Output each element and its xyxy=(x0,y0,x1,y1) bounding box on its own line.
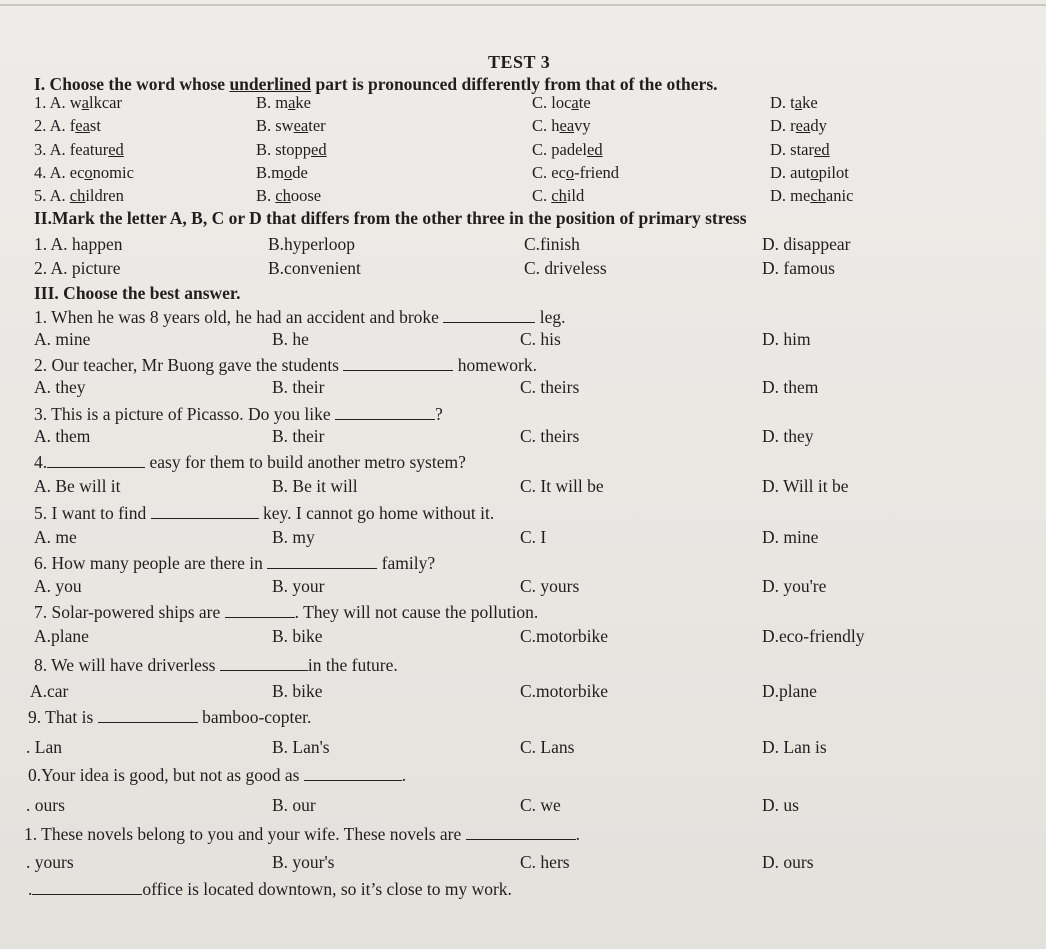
question xyxy=(34,553,435,574)
question xyxy=(34,602,538,623)
section1-heading-underlined: underlined xyxy=(229,74,312,94)
stress-option: 2. A. picture xyxy=(34,258,121,278)
answer-blank[interactable] xyxy=(304,765,402,781)
option-text-pre: C. ec xyxy=(532,163,566,182)
answer-option[interactable]: C. his xyxy=(520,329,561,349)
answer-option[interactable]: D. they xyxy=(762,426,814,446)
stress-option: D. disappear xyxy=(762,234,851,254)
question-text-post: homework. xyxy=(453,355,537,375)
option-text-post: oose xyxy=(290,186,322,205)
option-text-post: pilot xyxy=(818,163,849,182)
question-text-post: key. I cannot go home without it. xyxy=(258,503,495,523)
option-underlined-part: ed xyxy=(108,140,124,159)
answer-option[interactable]: A. they xyxy=(34,377,86,397)
option-text-pre: D. star xyxy=(770,140,814,159)
option-underlined-part: ea xyxy=(795,116,811,135)
option-text-pre: 2. A. f xyxy=(34,116,76,135)
option-text-post: ter xyxy=(308,116,326,135)
question-text-pre: 9. That is xyxy=(28,707,98,727)
option-underlined-part: ed xyxy=(587,140,603,159)
pron-option xyxy=(770,140,830,160)
answer-option[interactable]: B. our xyxy=(272,795,316,815)
option-underlined-part: a xyxy=(81,93,89,112)
question-text-post: leg. xyxy=(535,307,566,327)
option-text-post: te xyxy=(578,93,591,112)
option-text-post: st xyxy=(89,116,101,135)
question xyxy=(34,355,537,376)
option-text-post: vy xyxy=(574,116,591,135)
pron-option xyxy=(256,140,327,160)
answer-option[interactable]: D. you're xyxy=(762,576,827,596)
answer-option[interactable]: D. him xyxy=(762,329,811,349)
pron-option xyxy=(256,116,326,136)
option-text-post: ke xyxy=(802,93,818,112)
answer-option[interactable]: C. It will be xyxy=(520,476,604,496)
pron-option xyxy=(34,163,134,183)
answer-option[interactable]: D. them xyxy=(762,377,819,397)
answer-option[interactable]: D. mine xyxy=(762,527,819,547)
option-underlined-part: a xyxy=(288,93,296,112)
option-underlined-part: ch xyxy=(275,186,291,205)
question-text-post: bamboo-copter. xyxy=(197,707,312,727)
question-text-post: easy for them to build another metro system? xyxy=(145,452,466,472)
question xyxy=(34,655,398,676)
answer-option[interactable]: C. we xyxy=(520,795,561,815)
option-underlined-part: ea xyxy=(293,116,309,135)
option-underlined-part: a xyxy=(794,93,803,112)
question-text-pre: 4. xyxy=(34,452,48,472)
stress-option: C. driveless xyxy=(524,258,607,278)
option-text-pre: C. h xyxy=(532,116,560,135)
pron-option xyxy=(256,93,311,113)
option-text-pre: D. aut xyxy=(770,163,811,182)
question-text-pre: 3. This is a picture of Picasso. Do you like xyxy=(34,404,336,424)
pron-option xyxy=(770,116,827,136)
answer-option[interactable]: C. theirs xyxy=(520,426,580,446)
answer-blank[interactable] xyxy=(343,355,453,371)
answer-option[interactable]: A. me xyxy=(34,527,77,547)
question-text-pre: 6. How many people are there in xyxy=(34,553,268,573)
question xyxy=(24,824,580,845)
answer-option[interactable]: D.eco-friendly xyxy=(762,626,865,646)
option-underlined-part: a xyxy=(571,93,579,112)
question xyxy=(28,765,406,786)
option-text-pre: C. loc xyxy=(532,93,572,112)
stress-option: C.finish xyxy=(524,234,580,254)
answer-option[interactable]: B. your xyxy=(272,576,325,596)
option-text-post: dy xyxy=(810,116,827,135)
question xyxy=(34,307,565,328)
answer-blank[interactable] xyxy=(47,452,145,468)
answer-option[interactable]: D.plane xyxy=(762,681,817,701)
pron-option xyxy=(532,93,591,113)
pron-option xyxy=(532,163,619,183)
stress-option: B.hyperloop xyxy=(268,234,356,254)
option-underlined-part: o xyxy=(565,163,575,182)
answer-option[interactable]: . ours xyxy=(26,795,65,815)
option-text-pre: B. m xyxy=(256,93,289,112)
option-text-post: ke xyxy=(295,93,311,112)
option-text-pre: 5. A. xyxy=(34,186,70,205)
answer-option[interactable]: C. theirs xyxy=(520,377,580,397)
option-text-pre: 3. A. featur xyxy=(34,140,109,159)
answer-option[interactable]: C. hers xyxy=(520,852,570,872)
answer-blank[interactable] xyxy=(32,879,142,895)
question-text-post: . xyxy=(575,824,580,844)
option-text-pre: 1. A. w xyxy=(34,93,82,112)
stress-option: 1. A. happen xyxy=(34,234,123,254)
answer-option[interactable]: A. mine xyxy=(34,329,91,349)
question-text-post: family? xyxy=(377,553,436,573)
option-underlined-part: o xyxy=(810,163,819,182)
option-text-post: de xyxy=(292,163,308,182)
question xyxy=(28,879,512,900)
option-text-post: ildren xyxy=(85,186,124,205)
answer-option[interactable]: D. Will it be xyxy=(762,476,849,496)
pron-option xyxy=(532,140,603,160)
question xyxy=(34,404,443,425)
stress-option: D. famous xyxy=(762,258,835,278)
answer-option[interactable]: A. Be will it xyxy=(34,476,121,496)
pron-option xyxy=(34,116,101,136)
answer-option[interactable]: . yours xyxy=(26,852,74,872)
pron-option xyxy=(770,163,849,183)
answer-option[interactable]: A. them xyxy=(34,426,91,446)
answer-option[interactable]: D. ours xyxy=(762,852,814,872)
option-text-pre: B. stopp xyxy=(256,140,312,159)
section1-heading-post: part is pronounced differently from that of the others. xyxy=(311,74,718,94)
answer-blank[interactable] xyxy=(220,655,308,671)
question-text-pre: . xyxy=(28,879,33,899)
top-edge-line xyxy=(0,4,1046,6)
answer-option[interactable]: A.car xyxy=(30,681,69,701)
question-text-pre: 0.Your idea is good, but not as good as xyxy=(28,765,304,785)
section2-heading: II.Mark the letter A, B, C or D that differs from the other three in the position of primary stress xyxy=(34,208,747,228)
stress-option: B.convenient xyxy=(268,258,361,278)
answer-option[interactable]: B. bike xyxy=(272,626,323,646)
answer-blank[interactable] xyxy=(151,503,259,519)
option-text-post: lkcar xyxy=(89,93,122,112)
answer-option[interactable]: A.plane xyxy=(34,626,89,646)
answer-option[interactable]: C.motorbike xyxy=(520,681,608,701)
option-text-post: anic xyxy=(825,186,854,205)
answer-option[interactable]: B. Be it will xyxy=(272,476,358,496)
question-text-pre: 7. Solar-powered ships are xyxy=(34,602,225,622)
question-text-pre: 5. I want to find xyxy=(34,503,151,523)
option-text-post: -friend xyxy=(574,163,620,182)
question-text-post: . They will not cause the pollution. xyxy=(294,602,539,622)
option-text-pre: D. t xyxy=(770,93,795,112)
option-underlined-part: ed xyxy=(311,140,327,159)
question-text-post: in the future. xyxy=(307,655,398,675)
answer-option[interactable]: C. Lans xyxy=(520,737,575,757)
option-underlined-part: ch xyxy=(810,186,826,205)
pron-option xyxy=(256,163,308,183)
option-underlined-part: ch xyxy=(551,186,567,205)
option-underlined-part: ch xyxy=(69,186,86,205)
option-underlined-part: ea xyxy=(559,116,575,135)
answer-option[interactable]: B. he xyxy=(272,329,309,349)
answer-blank[interactable] xyxy=(98,707,198,723)
option-text-pre: D. r xyxy=(770,116,796,135)
option-text-post: nomic xyxy=(92,163,134,182)
answer-blank[interactable] xyxy=(225,602,295,618)
answer-blank[interactable] xyxy=(466,824,576,840)
answer-blank[interactable] xyxy=(335,404,435,420)
test-title: TEST 3 xyxy=(488,52,551,72)
pron-option xyxy=(770,93,818,113)
option-underlined-part: o xyxy=(84,163,93,182)
answer-blank[interactable] xyxy=(267,553,377,569)
answer-option[interactable]: C. I xyxy=(520,527,547,547)
pron-option xyxy=(34,186,124,206)
option-text-pre: C. xyxy=(532,186,552,205)
pron-option xyxy=(532,116,591,136)
answer-option[interactable]: B. your's xyxy=(272,852,335,872)
pron-option xyxy=(770,186,853,206)
answer-option[interactable]: . Lan xyxy=(26,737,62,757)
answer-option[interactable]: D. us xyxy=(762,795,799,815)
answer-option[interactable]: A. you xyxy=(34,576,82,596)
option-underlined-part: ea xyxy=(75,116,90,135)
question-text-post: ? xyxy=(435,404,443,424)
answer-blank[interactable] xyxy=(443,307,535,323)
answer-option[interactable]: B. their xyxy=(272,377,325,397)
question-text-pre: 2. Our teacher, Mr Buong gave the students xyxy=(34,355,344,375)
option-text-pre: 4. A. ec xyxy=(34,163,85,182)
option-text-pre: D. me xyxy=(770,186,811,205)
section1-heading-pre: I. Choose the word whose xyxy=(34,74,230,94)
answer-option[interactable]: B. Lan's xyxy=(272,737,330,757)
pron-option xyxy=(34,140,124,160)
question-text-pre: 8. We will have driverless xyxy=(34,655,220,675)
pron-option xyxy=(34,93,122,113)
answer-option[interactable]: B. my xyxy=(272,527,315,547)
question-text-pre: 1. When he was 8 years old, he had an accident and broke xyxy=(34,307,444,327)
question xyxy=(34,452,466,473)
option-text-post: ild xyxy=(566,186,585,205)
question-text-pre: 1. These novels belong to you and your wife. These novels are xyxy=(24,824,466,844)
option-text-pre: B.m xyxy=(256,163,284,182)
question xyxy=(28,707,311,728)
answer-option[interactable]: D. Lan is xyxy=(762,737,827,757)
answer-option[interactable]: B. bike xyxy=(272,681,323,701)
question-text-post: office is located downtown, so it’s close to my work. xyxy=(142,879,512,899)
pron-option xyxy=(532,186,584,206)
option-underlined-part: ed xyxy=(814,140,830,159)
pron-option xyxy=(256,186,321,206)
question-text-post: . xyxy=(401,765,407,785)
answer-option[interactable]: C. yours xyxy=(520,576,580,596)
answer-option[interactable]: C.motorbike xyxy=(520,626,608,646)
option-underlined-part: o xyxy=(283,163,293,182)
option-text-pre: B. xyxy=(256,186,276,205)
section1-heading xyxy=(34,74,718,95)
question xyxy=(34,503,494,524)
answer-option[interactable]: B. their xyxy=(272,426,325,446)
option-text-pre: C. padel xyxy=(532,140,587,159)
option-text-pre: B. sw xyxy=(256,116,294,135)
section3-heading: III. Choose the best answer. xyxy=(34,283,241,303)
